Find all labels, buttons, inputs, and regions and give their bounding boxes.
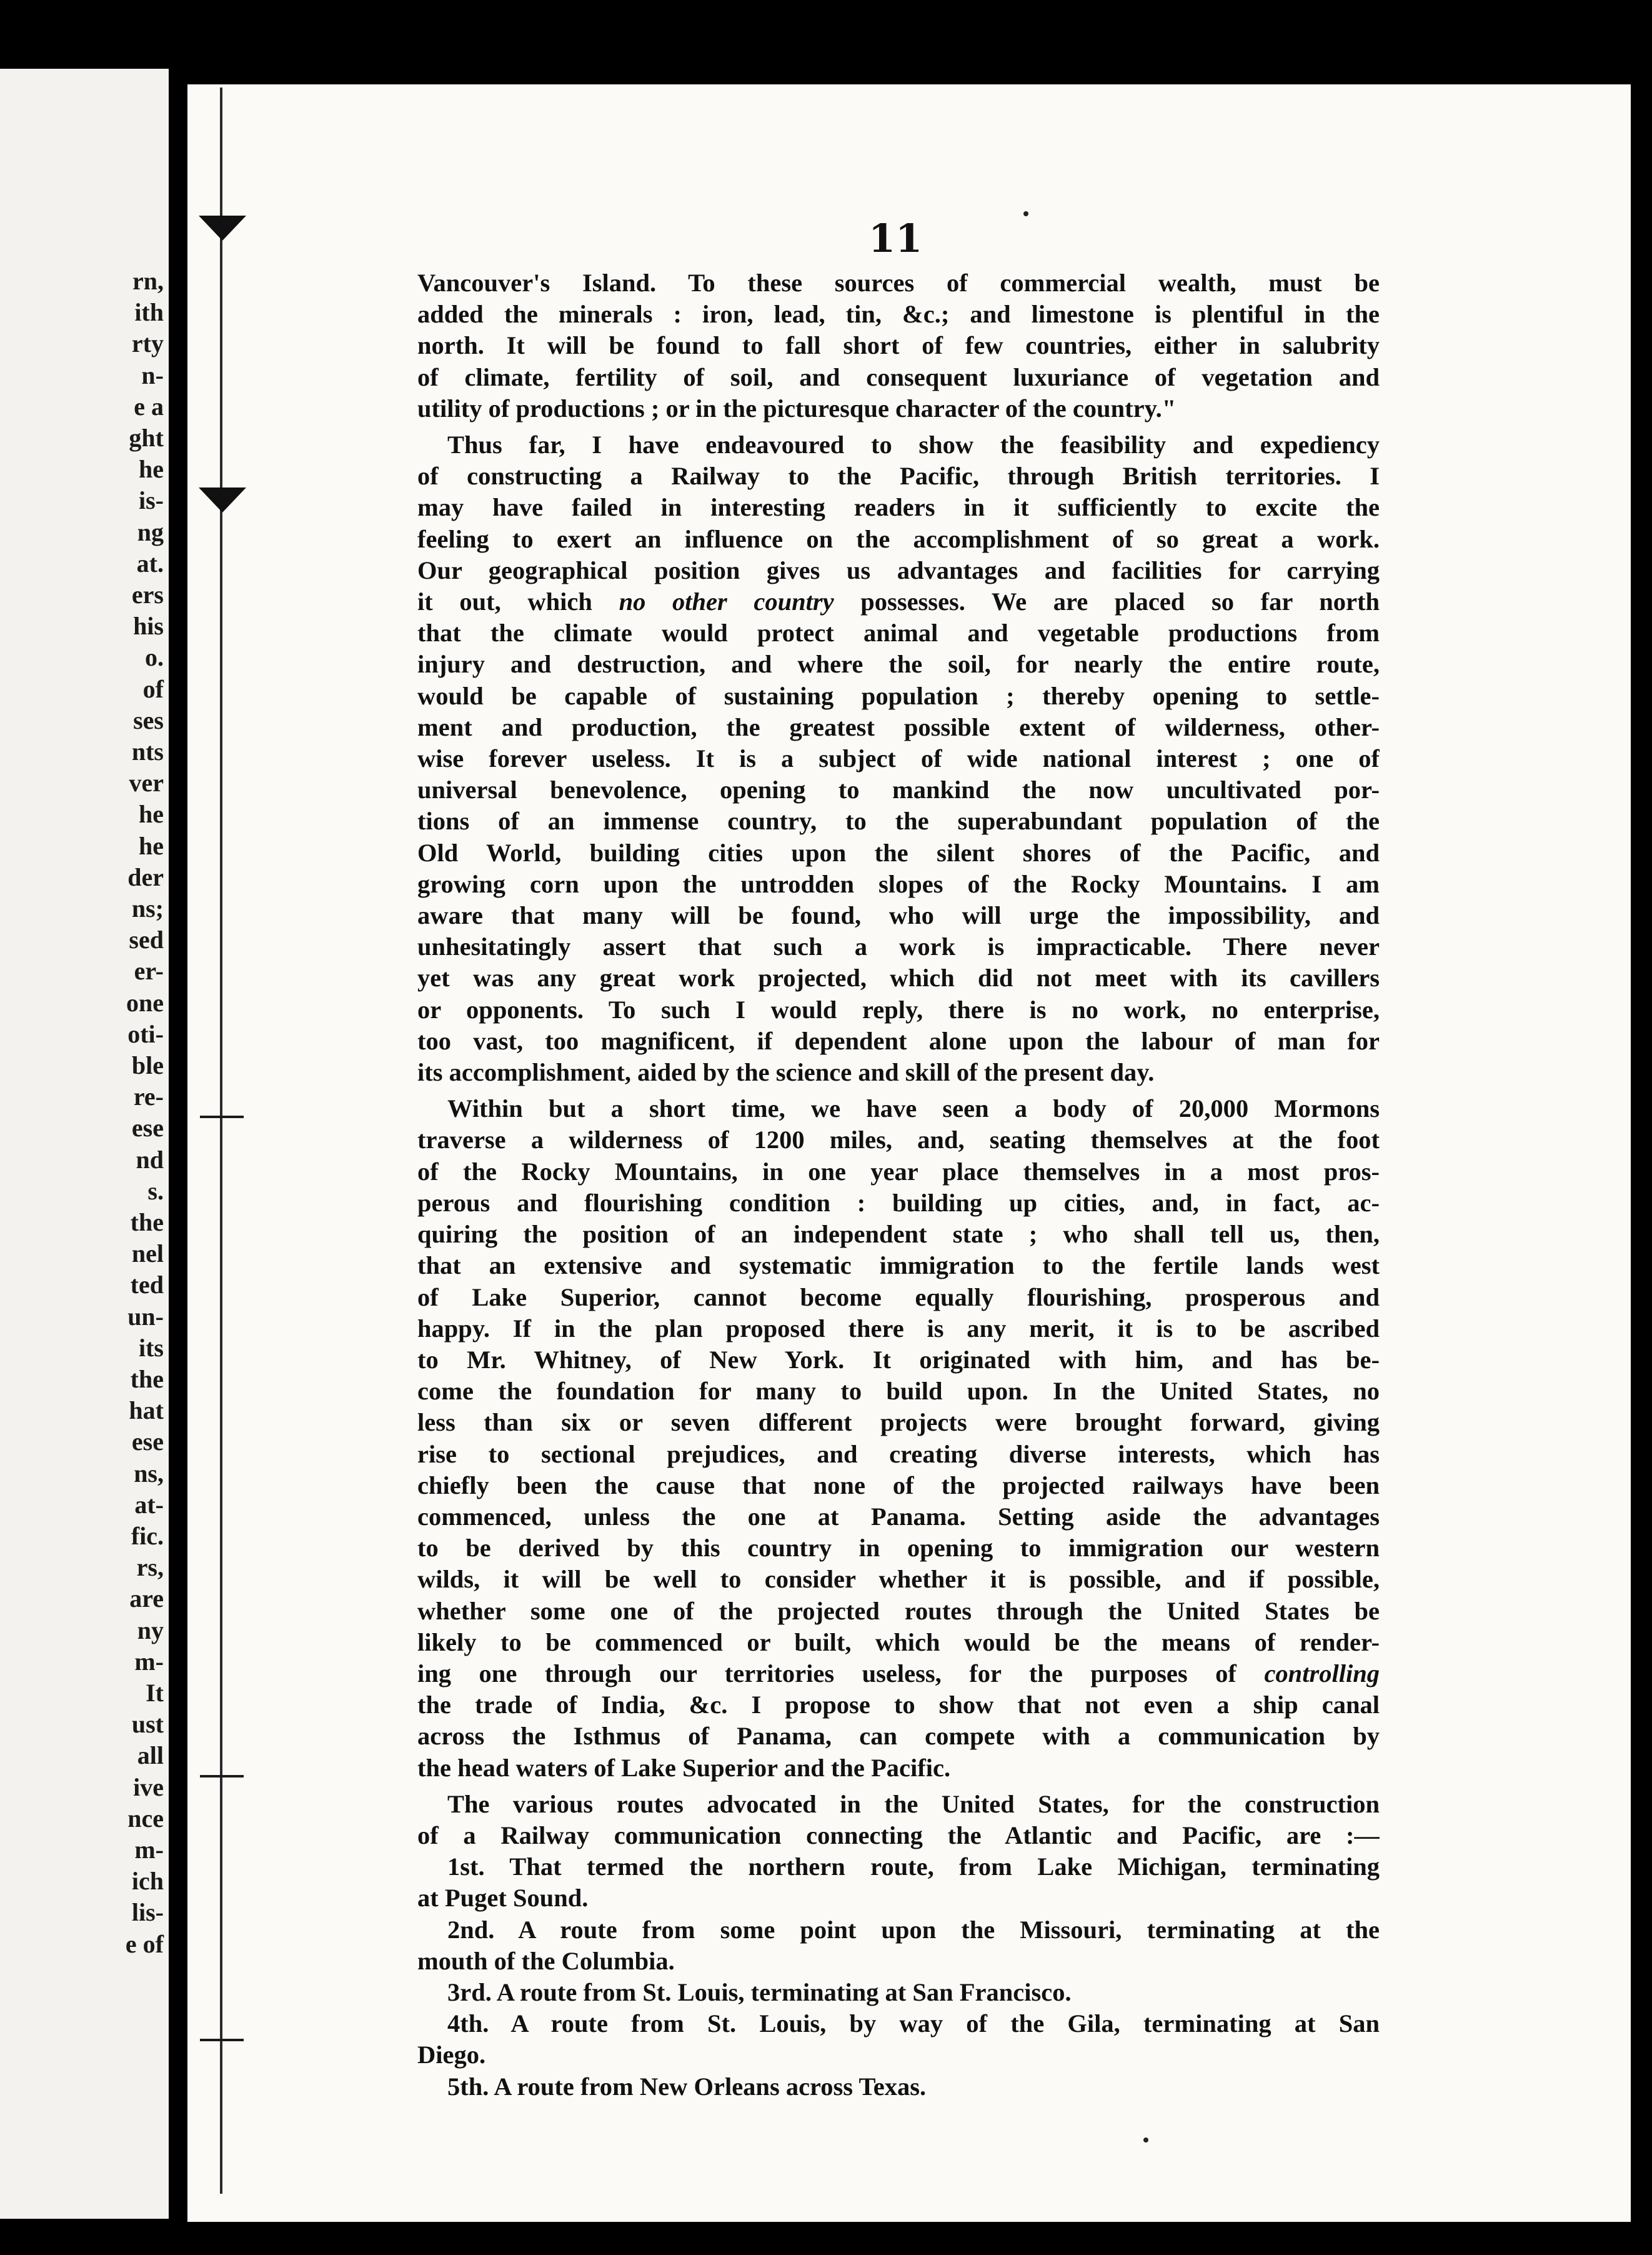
- left-page-text-fragment: are: [129, 1584, 164, 1613]
- left-page-text-fragment: hat: [129, 1396, 164, 1425]
- left-page-text-fragment: all: [137, 1741, 164, 1770]
- left-page-text-fragment: er-: [134, 957, 164, 986]
- left-page-text-fragment: ses: [133, 706, 164, 734]
- left-page-text-fragment: un-: [127, 1302, 164, 1331]
- text-line: wise forever useless. It is a subject of wide national interest ; one of: [417, 744, 1380, 773]
- left-page-text-fragment: of: [142, 674, 164, 703]
- text-line: across the Isthmus of Panama, can compete with a communication by: [417, 1722, 1380, 1751]
- left-page-text-fragment: s.: [147, 1176, 164, 1205]
- text-line: perous and flourishing condition : building up cities, and, in fact, ac-: [417, 1188, 1380, 1217]
- left-page-text-fragment: he: [139, 455, 164, 484]
- text-line: to be derived by this country in opening to immigration our western: [417, 1534, 1380, 1562]
- text-line: unhesitatingly assert that such a work is impracticable. There never: [417, 932, 1380, 961]
- left-page-text-fragment: It: [146, 1679, 164, 1707]
- text-line: too vast, too magnificent, if dependent alone upon the labour of man for: [417, 1026, 1380, 1055]
- left-page-text-fragment: ns,: [134, 1459, 164, 1488]
- print-speck: [1023, 211, 1028, 216]
- left-page-text-fragment: ese: [131, 1114, 164, 1142]
- text-line: of the Rocky Mountains, in one year place themselves in a most pros-: [417, 1157, 1380, 1186]
- text-line: universal benevolence, opening to mankind the now uncultivated por-: [417, 776, 1380, 804]
- text-line: or opponents. To such I would reply, there is no work, no enterprise,: [417, 995, 1380, 1024]
- left-page-text-fragment: nel: [131, 1239, 164, 1268]
- left-page-text-fragment: he: [139, 800, 164, 829]
- binding-stitch-mark: [200, 1775, 244, 1778]
- left-page-text-fragment: der: [127, 862, 164, 891]
- text-line: growing corn upon the untrodden slopes of the Rocky Mountains. I am: [417, 869, 1380, 898]
- binding-gutter: [220, 88, 222, 2194]
- left-page-text-fragment: the: [130, 1365, 164, 1393]
- text-line: injury and destruction, and where the soil, for nearly the entire route,: [417, 650, 1380, 679]
- adjacent-page-fragment: [0, 69, 169, 2219]
- text-line: of a Railway communication connecting the Atlantic and Pacific, are :—: [417, 1821, 1380, 1849]
- left-page-text-fragment: at-: [134, 1490, 164, 1519]
- text-line: that an extensive and systematic immigration to the fertile lands west: [417, 1251, 1380, 1280]
- left-page-text-fragment: e a: [134, 392, 164, 421]
- page-number: 11: [868, 216, 923, 261]
- left-page-text-fragment: m-: [134, 1647, 164, 1676]
- text-line: 3rd. A route from St. Louis, terminating at San Francisco.: [447, 1978, 1072, 2006]
- text-line: quiring the position of an independent state ; who shall tell us, then,: [417, 1220, 1380, 1249]
- text-line: would be capable of sustaining population ; thereby opening to settle-: [417, 681, 1380, 710]
- left-page-text-fragment: ith: [134, 298, 164, 327]
- left-page-text-fragment: ust: [131, 1710, 164, 1739]
- left-page-text-fragment: he: [139, 831, 164, 860]
- left-page-text-fragment: ted: [130, 1271, 164, 1299]
- text-line: north. It will be found to fall short of few countries, either in salubrity: [417, 331, 1380, 360]
- left-page-text-fragment: ese: [131, 1428, 164, 1456]
- text-line: less than six or seven different projects were brought forward, giving: [417, 1408, 1380, 1437]
- left-page-text-fragment: sed: [129, 926, 164, 954]
- text-line: added the minerals : iron, lead, tin, &c.; and limestone is plentiful in the: [417, 300, 1380, 329]
- text-line: rise to sectional prejudices, and creating diverse interests, which has: [417, 1439, 1380, 1468]
- text-line: 1st. That termed the northern route, from Lake Michigan, terminating: [447, 1852, 1380, 1881]
- left-page-text-fragment: oti-: [127, 1019, 164, 1048]
- text-line: The various routes advocated in the United States, for the construction: [447, 1789, 1380, 1818]
- left-page-text-fragment: ng: [137, 518, 164, 546]
- text-line: wilds, it will be well to consider whether it is possible, and if possible,: [417, 1565, 1380, 1594]
- left-page-text-fragment: his: [133, 612, 164, 641]
- left-page-text-fragment: ble: [131, 1051, 164, 1079]
- text-line: Within but a short time, we have seen a body of 20,000 Mormons: [447, 1094, 1380, 1123]
- left-page-text-fragment: fic.: [131, 1522, 164, 1550]
- text-line: 2nd. A route from some point upon the Missouri, terminating at the: [447, 1915, 1380, 1944]
- text-line: to Mr. Whitney, of New York. It originated with him, and has be-: [417, 1345, 1380, 1374]
- left-page-text-fragment: ght: [129, 424, 164, 452]
- left-page-text-fragment: one: [126, 988, 164, 1017]
- left-page-text-fragment: re-: [133, 1082, 164, 1111]
- text-line: it out, which no other country possesses. We are placed so far north: [417, 588, 1380, 616]
- text-line: likely to be commenced or built, which would be the means of render-: [417, 1628, 1380, 1656]
- left-page-text-fragment: is-: [139, 486, 164, 515]
- text-line: 5th. A route from New Orleans across Texas.: [447, 2072, 927, 2101]
- text-line: that the climate would protect animal and vegetable productions from: [417, 619, 1380, 648]
- text-line: of climate, fertility of soil, and consequent luxuriance of vegetation and: [417, 362, 1380, 391]
- left-page-text-fragment: rn,: [132, 267, 164, 295]
- text-line: whether some one of the projected routes through the United States be: [417, 1596, 1380, 1625]
- text-line: happy. If in the plan proposed there is any merit, it is to be ascribed: [417, 1314, 1380, 1342]
- text-line: the head waters of Lake Superior and the Pacific.: [417, 1753, 951, 1782]
- text-line: Old World, building cities upon the silent shores of the Pacific, and: [417, 838, 1380, 867]
- left-page-text-fragment: at.: [136, 549, 164, 578]
- body-text: [417, 268, 1380, 2102]
- binding-notch-mark: [199, 216, 246, 241]
- left-page-text-fragment: its: [139, 1333, 164, 1362]
- text-line: ment and production, the greatest possible extent of wilderness, other-: [417, 712, 1380, 741]
- left-page-text-fragment: ive: [133, 1772, 164, 1801]
- left-page-text-fragment: m-: [134, 1836, 164, 1864]
- text-line: Our geographical position gives us advantages and facilities for carrying: [417, 556, 1380, 584]
- text-line: the trade of India, &c. I propose to show that not even a ship canal: [417, 1691, 1380, 1719]
- left-page-text-fragment: ny: [137, 1616, 164, 1644]
- text-line: 4th. A route from St. Louis, by way of the Gila, terminating at San: [447, 2009, 1380, 2038]
- binding-notch-mark: [199, 488, 246, 512]
- text-line: traverse a wilderness of 1200 miles, and, seating themselves at the foot: [417, 1126, 1380, 1154]
- text-line: at Puget Sound.: [417, 1884, 589, 1912]
- text-line: mouth of the Columbia.: [417, 1946, 675, 1975]
- text-line: its accomplishment, aided by the science and skill of the present day.: [417, 1058, 1155, 1087]
- left-page-text-fragment: rty: [131, 329, 164, 358]
- left-page-text-fragment: e of: [125, 1929, 164, 1958]
- binding-stitch-mark: [200, 2039, 244, 2041]
- text-line: may have failed in interesting readers in it sufficiently to excite the: [417, 493, 1380, 522]
- text-line: Thus far, I have endeavoured to show the feasibility and expediency: [447, 431, 1380, 459]
- left-page-text-fragment: ich: [131, 1867, 164, 1896]
- text-line: feeling to exert an influence on the accomplishment of so great a work.: [417, 524, 1380, 553]
- text-line: of Lake Superior, cannot become equally flourishing, prosperous and: [417, 1282, 1380, 1311]
- text-line: tions of an immense country, to the superabundant population of the: [417, 807, 1380, 836]
- left-page-text-fragment: ver: [129, 769, 164, 798]
- left-page-text-fragment: the: [130, 1208, 164, 1236]
- text-line: Vancouver's Island. To these sources of commercial wealth, must be: [417, 269, 1380, 297]
- left-page-text-fragment: nts: [131, 738, 164, 766]
- text-line: come the foundation for many to build upon. In the United States, no: [417, 1377, 1380, 1406]
- left-page-text-fragment: lis-: [131, 1898, 164, 1927]
- binding-stitch-mark: [200, 1116, 244, 1118]
- text-line: yet was any great work projected, which did not meet with its cavillers: [417, 964, 1380, 992]
- print-speck: [1143, 2138, 1148, 2142]
- text-line: utility of productions ; or in the picturesque character of the country.": [417, 394, 1177, 422]
- text-line: Diego.: [417, 2041, 486, 2069]
- left-page-text-fragment: nd: [136, 1145, 164, 1174]
- left-page-text-fragment: ers: [131, 581, 164, 609]
- text-line: chiefly been the cause that none of the projected railways have been: [417, 1471, 1380, 1499]
- text-line: aware that many will be found, who will urge the impossibility, and: [417, 901, 1380, 930]
- left-page-text-fragment: rs,: [136, 1553, 164, 1582]
- left-page-text-fragment: o.: [145, 643, 164, 672]
- text-line: commenced, unless the one at Panama. Setting aside the advantages: [417, 1502, 1380, 1531]
- left-page-text-fragment: ns;: [131, 894, 164, 922]
- text-line: ing one through our territories useless, for the purposes of controlling: [417, 1659, 1380, 1688]
- text-line: of constructing a Railway to the Pacific, through British territories. I: [417, 462, 1380, 491]
- left-page-text-fragment: n-: [141, 361, 164, 389]
- left-page-text-fragment: nce: [127, 1804, 164, 1832]
